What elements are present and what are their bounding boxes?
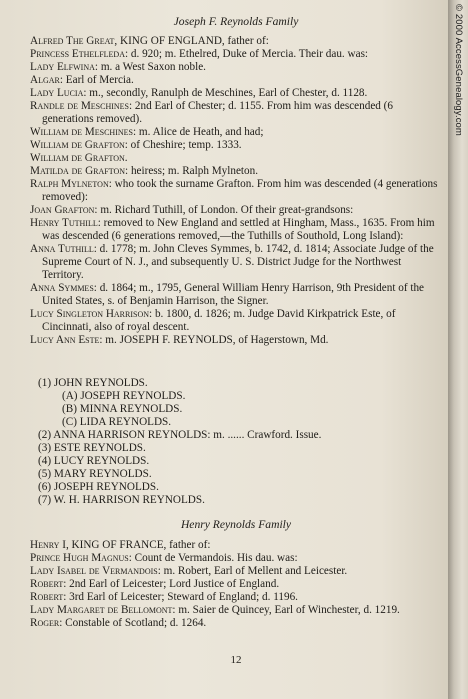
joseph-entries bbox=[30, 35, 442, 347]
person-name: William de Grafton. bbox=[30, 152, 128, 164]
genealogy-entry bbox=[30, 591, 442, 604]
person-name: Anna Symmes: bbox=[30, 282, 97, 294]
genealogy-entry bbox=[30, 139, 442, 152]
entry-text: m. a West Saxon noble. bbox=[98, 61, 206, 73]
genealogy-entry bbox=[30, 61, 442, 74]
genealogy-entry bbox=[30, 74, 442, 87]
child-number: (1) bbox=[38, 377, 52, 389]
genealogy-entry bbox=[30, 48, 442, 61]
genealogy-entry bbox=[30, 578, 442, 591]
genealogy-entry bbox=[30, 282, 442, 308]
child-item bbox=[38, 442, 450, 455]
entry-text: of Cheshire; temp. 1333. bbox=[127, 139, 242, 151]
genealogy-entry bbox=[30, 126, 442, 139]
child-name: MARY REYNOLDS. bbox=[53, 468, 152, 480]
entry-text: KING OF ENGLAND, father of: bbox=[117, 35, 269, 47]
genealogy-entry bbox=[30, 204, 442, 217]
entry-text: Constable of Scotland; d. 1264. bbox=[62, 617, 207, 629]
child-item bbox=[38, 455, 450, 468]
person-name: Lady Lucia: bbox=[30, 87, 87, 99]
person-name: Ralph Mylneton: bbox=[30, 178, 112, 190]
genealogy-entry bbox=[30, 165, 442, 178]
grandchild-number: (C) bbox=[62, 416, 77, 428]
person-name: Lucy Singleton Harrison: bbox=[30, 308, 153, 320]
child-item bbox=[38, 429, 450, 442]
child-name: W. H. HARRISON REYNOLDS. bbox=[53, 494, 205, 506]
person-name: Robert: bbox=[30, 578, 67, 590]
grandchild-item bbox=[38, 416, 450, 429]
person-name: Roger: bbox=[30, 617, 63, 629]
genealogy-entry bbox=[30, 35, 442, 48]
entry-text: 2nd Earl of Leicester; Lord Justice of England. bbox=[66, 578, 280, 590]
person-name: William de Grafton: bbox=[30, 139, 128, 151]
genealogy-entry bbox=[30, 87, 442, 100]
entry-text: 3rd Earl of Leicester; Steward of England; d. 1196. bbox=[66, 591, 298, 603]
grandchild-item bbox=[38, 390, 450, 403]
child-number: (3) bbox=[38, 442, 52, 454]
person-name: Alfred The Great, bbox=[30, 35, 118, 47]
genealogy-entry bbox=[30, 604, 442, 617]
child-number: (6) bbox=[38, 481, 52, 493]
child-name: JOHN REYNOLDS. bbox=[53, 377, 148, 389]
page-number: 12 bbox=[230, 654, 242, 666]
child-item bbox=[38, 494, 450, 507]
entry-text: d. 1778; m. John Cleves Symmes, b. 1742, d. 1814; Associate Judge of the Supreme Court of N. J., and subsequently U. S. District Judge for the Northwest Territory. bbox=[42, 243, 434, 281]
entry-text: d. 1864; m., 1795, General William Henry Harrison, 9th President of the United States, s. of Benjamin Harrison, the Signer. bbox=[42, 282, 425, 307]
person-name: Algar: bbox=[30, 74, 63, 86]
entry-text: m. Richard Tuthill, of London. Of their great-grandsons: bbox=[97, 204, 354, 216]
person-name: Matilda de Grafton: bbox=[30, 165, 129, 177]
children-list bbox=[30, 377, 450, 507]
child-number: (5) bbox=[38, 468, 52, 480]
person-name: Joan Grafton: bbox=[30, 204, 98, 216]
entry-text: m. Alice de Heath, and had; bbox=[136, 126, 264, 138]
child-number: (2) bbox=[38, 429, 52, 441]
entry-text: m., secondly, Ranulph de Meschines, Earl of Chester, d. 1128. bbox=[86, 87, 368, 99]
genealogy-entry bbox=[30, 243, 442, 282]
child-number: (7) bbox=[38, 494, 52, 506]
entry-text: Count de Vermandois. His dau. was: bbox=[131, 552, 298, 564]
child-name: LUCY REYNOLDS. bbox=[53, 455, 150, 467]
entry-text: removed to New England and settled at Hingham, Mass., 1635. From him was descended (6 generations removed,—the Tuthills of Southold, Long Island): bbox=[42, 217, 435, 242]
section-title-joseph: Joseph F. Reynolds Family bbox=[173, 15, 299, 28]
grandchild-number: (A) bbox=[62, 390, 78, 402]
henry-entries bbox=[30, 539, 442, 630]
genealogy-entry bbox=[30, 178, 442, 204]
grandchild-name: MINNA REYNOLDS. bbox=[79, 403, 183, 415]
person-name: Lady Elfwina: bbox=[30, 61, 99, 73]
entry-text: heiress; m. Ralph Mylneton. bbox=[128, 165, 259, 177]
grandchild-number: (B) bbox=[62, 403, 77, 415]
entry-text: m. Saier de Quincey, Earl of Winchester, d. 1219. bbox=[175, 604, 400, 616]
grandchild-name: JOSEPH REYNOLDS. bbox=[80, 390, 186, 402]
entry-text: KING OF FRANCE, father of: bbox=[68, 539, 211, 551]
genealogy-entry bbox=[30, 617, 442, 630]
genealogy-entry bbox=[30, 334, 442, 347]
child-number: (4) bbox=[38, 455, 52, 467]
genealogy-entry bbox=[30, 308, 442, 334]
child-name: JOSEPH REYNOLDS. bbox=[53, 481, 159, 493]
person-name: Robert: bbox=[30, 591, 67, 603]
genealogy-entry bbox=[30, 217, 442, 243]
genealogy-entry bbox=[30, 539, 442, 552]
person-name: Prince Hugh Magnus: bbox=[30, 552, 132, 564]
person-name: Henry Tuthill: bbox=[30, 217, 101, 229]
child-item bbox=[38, 468, 450, 481]
person-name: Henry I, bbox=[30, 539, 69, 551]
entry-text: m. JOSEPH F. REYNOLDS, of Hagerstown, Md. bbox=[102, 334, 329, 346]
grandchild-item bbox=[38, 403, 450, 416]
person-name: Lady Isabel de Vermandois: bbox=[30, 565, 161, 577]
child-name: ESTE REYNOLDS. bbox=[53, 442, 146, 454]
person-name: William de Meschines: bbox=[30, 126, 137, 138]
grandchild-name: LIDA REYNOLDS. bbox=[79, 416, 172, 428]
genealogy-entry bbox=[30, 565, 442, 578]
person-name: Anna Tuthill: bbox=[30, 243, 97, 255]
entry-text: m. Robert, Earl of Mellent and Leicester. bbox=[160, 565, 348, 577]
child-item bbox=[38, 377, 450, 390]
child-name: ANNA HARRISON REYNOLDS: m. ...... Crawford. Issue. bbox=[53, 429, 322, 441]
entry-text: Earl of Mercia. bbox=[62, 74, 134, 86]
person-name: Princess Ethelfleda: bbox=[30, 48, 129, 60]
person-name: Lady Margaret de Bellomont: bbox=[30, 604, 176, 616]
entry-text: 2nd Earl of Chester; d. 1155. From him was descended (6 generations removed). bbox=[42, 100, 393, 125]
genealogy-entry bbox=[30, 152, 442, 165]
genealogy-entry bbox=[30, 100, 442, 126]
entry-text: d. 920; m. Ethelred, Duke of Mercia. Their dau. was: bbox=[128, 48, 369, 60]
entry-text: b. 1800, d. 1826; m. Judge David Kirkpatrick Este, of Cincinnati, also of royal descent. bbox=[42, 308, 396, 333]
genealogy-entry bbox=[30, 552, 442, 565]
entry-text: who took the surname Grafton. From him was descended (4 generations removed): bbox=[42, 178, 438, 203]
child-item bbox=[38, 481, 450, 494]
watermark: © 2000 AccessGenealogy.com bbox=[453, 4, 464, 136]
section-title-henry: Henry Reynolds Family bbox=[180, 518, 292, 531]
person-name: Randle de Meschines: bbox=[30, 100, 133, 112]
person-name: Lucy Ann Este: bbox=[30, 334, 103, 346]
